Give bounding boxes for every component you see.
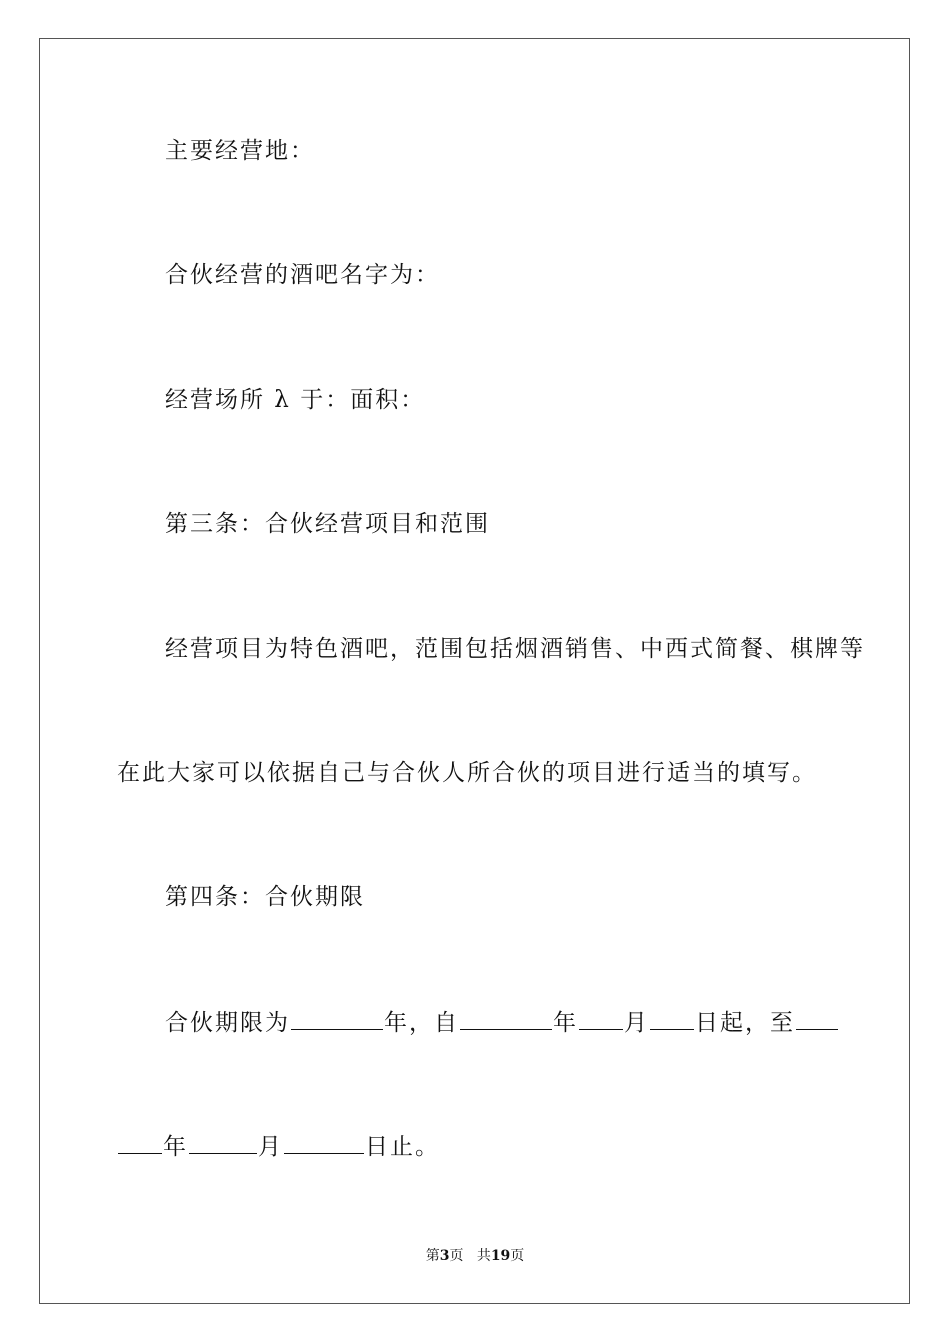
term-year-from-label: 年，自 <box>384 1010 459 1036</box>
end-year-label: 年 <box>163 1134 188 1160</box>
end-month-label: 月 <box>258 1134 283 1160</box>
end-day-label: 日止。 <box>365 1134 440 1160</box>
business-premises-line: 经营场所 λ 于：面积： <box>165 387 426 413</box>
business-scope-line: 经营项目为特色酒吧，范围包括烟酒销售、中西式简餐、棋牌等 <box>165 636 865 662</box>
partnership-term-end-line <box>117 1131 440 1162</box>
term-prefix: 合伙期限为 <box>165 1010 290 1036</box>
page-label-prefix: 第 <box>425 1248 440 1264</box>
bar-name-line: 合伙经营的酒吧名字为： <box>165 262 440 288</box>
start-day-label: 日起，至 <box>695 1010 795 1036</box>
start-year-blank <box>460 1007 552 1030</box>
start-year-label: 年 <box>553 1010 578 1036</box>
main-business-location-line: 主要经营地： <box>165 138 315 164</box>
start-month-label: 月 <box>624 1010 649 1036</box>
article-four-heading: 第四条：合伙期限 <box>165 884 365 910</box>
article-three-heading: 第三条：合伙经营项目和范围 <box>165 511 490 537</box>
page-label-suffix: 页 <box>449 1248 464 1264</box>
partnership-term-line <box>165 1007 839 1038</box>
term-years-blank <box>291 1007 383 1030</box>
total-label-suffix: 页 <box>510 1248 525 1264</box>
end-year-blank-part1 <box>796 1007 838 1030</box>
total-label-prefix: 共 <box>476 1248 491 1264</box>
end-month-blank <box>189 1131 257 1154</box>
page-footer <box>0 1246 950 1266</box>
fill-instruction-line: 在此大家可以依据自己与合伙人所合伙的项目进行适当的填写。 <box>117 760 817 786</box>
end-day-blank <box>284 1131 364 1154</box>
start-day-blank <box>650 1007 694 1030</box>
page-number: 3 <box>439 1248 450 1264</box>
total-pages: 19 <box>490 1248 511 1264</box>
start-month-blank <box>579 1007 623 1030</box>
page-border <box>39 38 910 1304</box>
end-year-blank-part2 <box>118 1131 162 1154</box>
